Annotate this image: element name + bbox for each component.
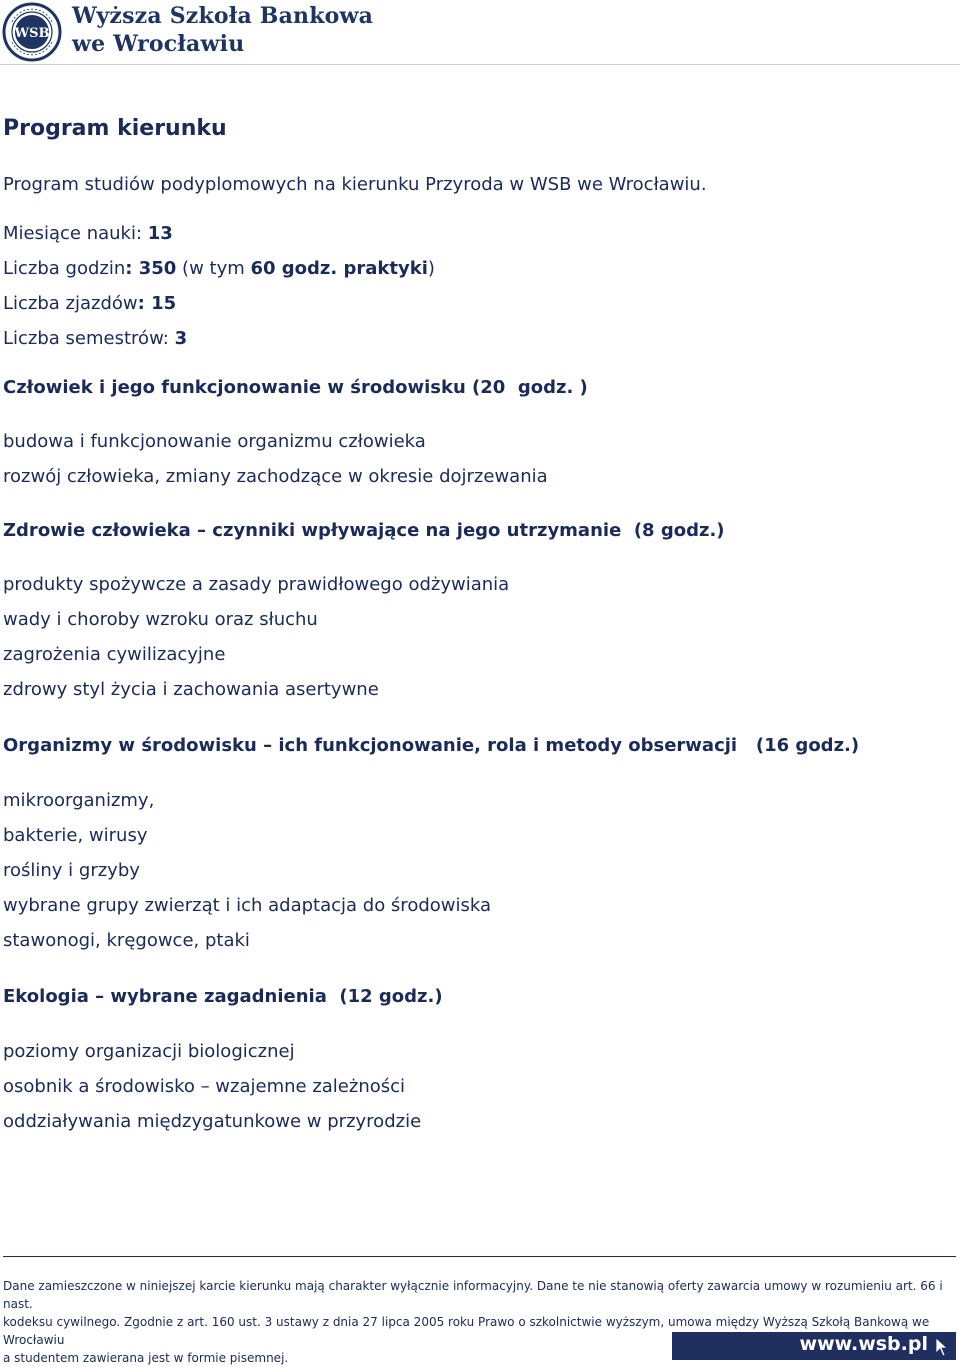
logo-line-2: we Wrocławiu: [72, 31, 245, 57]
list-item: oddziaływania międzygatunkowe w przyrodzie: [3, 1111, 422, 1132]
stat-hours-label: Liczba godzin: [3, 258, 126, 279]
stat-semesters-value: 3: [174, 328, 188, 349]
website-bar[interactable]: [672, 1332, 956, 1360]
list-item: osobnik a środowisko – wzajemne zależności: [3, 1076, 406, 1097]
list-item: wybrane grupy zwierząt i ich adaptacja do środowiska: [3, 895, 492, 916]
list-item: produkty spożywcze a zasady prawidłowego odżywiania: [3, 574, 510, 595]
logo-wordmark: [72, 2, 373, 58]
footer-divider: [3, 1256, 956, 1257]
list-item: rośliny i grzyby: [3, 860, 140, 881]
list-item: bakterie, wirusy: [3, 825, 148, 846]
section-heading-1: [3, 377, 588, 398]
section-title: Człowiek i jego funkcjonowanie w środowisku: [3, 377, 466, 398]
list-item: stawonogi, kręgowce, ptaki: [3, 930, 250, 951]
section-hours: (16 godz.): [737, 735, 860, 756]
stat-semesters: [3, 328, 187, 349]
section-title: Zdrowie człowieka – czynniki wpływające na jego utrzymanie: [3, 520, 622, 541]
section-heading-4: [3, 986, 443, 1007]
list-item: zagrożenia cywilizacyjne: [3, 644, 226, 665]
disclaimer-line-1: Dane zamieszczone w niniejszej karcie kierunku mają charakter wyłącznie informacyjny. Dane te nie stanowią oferty zawarcia umowy w rozumieniu art. 66 i nast.: [3, 1279, 943, 1311]
section-title: Organizmy w środowisku – ich funkcjonowanie, rola i metody obserwacji: [3, 735, 738, 756]
section-hours: (12 godz.): [326, 986, 443, 1007]
wsb-seal-logo: [2, 2, 62, 62]
disclaimer-line-2: kodeksu cywilnego. Zgodnie z art. 160 ust. 3 ustawy z dnia 27 lipca 2005 roku Prawo o szkolnictwie wyższym, umowa między Wyższą Szkołą Bankową we Wrocławiu: [3, 1315, 930, 1347]
disclaimer-line-3: a studentem zawierana jest w formie pisemnej.: [3, 1351, 289, 1365]
list-item: poziomy organizacji biologicznej: [3, 1041, 295, 1062]
section-heading-3: [3, 735, 859, 756]
stat-months: [3, 223, 173, 244]
stat-hours-value: : 350: [125, 258, 177, 279]
stat-months-value: 13: [147, 223, 173, 244]
stat-semesters-label: Liczba semestrów:: [3, 328, 175, 349]
stat-hours-paren-close: ): [427, 258, 435, 279]
list-item: budowa i funkcjonowanie organizmu człowieka: [3, 431, 426, 452]
logo-line-1: Wyższa Szkoła Bankowa: [72, 3, 374, 29]
stat-sessions-label: Liczba zjazdów: [3, 293, 138, 314]
page-title: Program kierunku: [3, 116, 227, 141]
list-item: mikroorganizmy,: [3, 790, 155, 811]
list-item: zdrowy styl życia i zachowania asertywne: [3, 679, 379, 700]
section-hours: (20 godz. ): [465, 377, 588, 398]
stat-hours-paren-open: (w tym: [176, 258, 251, 279]
header-divider: [0, 64, 960, 65]
website-link[interactable]: www.wsb.pl: [799, 1333, 928, 1355]
stat-hours-practice: 60 godz. praktyki: [250, 258, 428, 279]
stat-sessions-value: : 15: [137, 293, 177, 314]
stat-sessions: [3, 293, 176, 314]
section-title: Ekologia – wybrane zagadnienia: [3, 986, 327, 1007]
section-heading-2: [3, 520, 725, 541]
list-item: rozwój człowieka, zmiany zachodzące w okresie dojrzewania: [3, 466, 548, 487]
header: [0, 0, 960, 64]
intro-text: Program studiów podyplomowych na kierunku Przyroda w WSB we Wrocławiu.: [3, 174, 707, 195]
stat-months-label: Miesiące nauki:: [3, 223, 148, 244]
section-hours: (8 godz.): [621, 520, 725, 541]
cursor-pointer-icon: [934, 1337, 950, 1357]
list-item: wady i choroby wzroku oraz słuchu: [3, 609, 318, 630]
stat-hours: [3, 258, 435, 279]
svg-text:WSB: WSB: [14, 26, 50, 41]
